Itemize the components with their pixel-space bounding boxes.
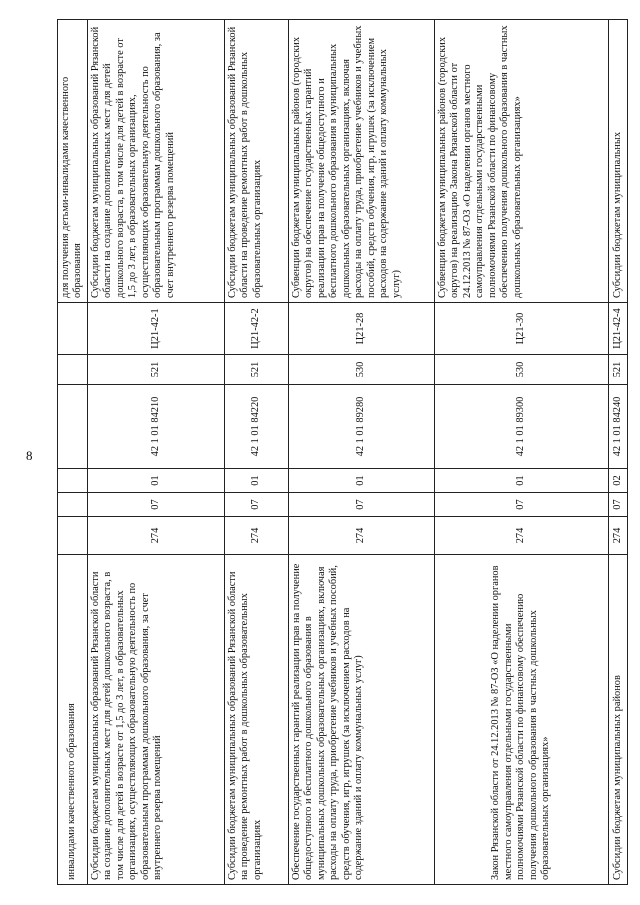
row-gos-code: 274 bbox=[224, 517, 288, 555]
table-row bbox=[87, 20, 224, 885]
row-target-article: 42 1 01 84210 bbox=[87, 385, 224, 469]
row-name: Закон Рязанской области от 24.12.2013 № 87-ОЗ «О наделении органов местного самоуправления отдельными государственными полномочиями Рязанской области по финансовому обеспечению получения дошкольного образования в частных дошкольных образовательных организациях» bbox=[434, 555, 608, 885]
row-section: 07 bbox=[608, 493, 627, 517]
row-target-article bbox=[58, 385, 88, 469]
row-expense-type: 530 bbox=[434, 355, 608, 385]
row-purpose-name: Субвенции бюджетам муниципальных районов (городских округов) на обеспечение государственных гарантий реализации прав на получение общедоступного и бесплатного дошкольного образования в муниципальных дошкольных образовательных организациях, включая расходы на оплату труда, приобретение учебников и учебных пособий, средств обучения, игр, игрушек (за исключением расходов на содержание зданий и оплату коммунальных услуг) bbox=[288, 20, 434, 303]
row-target-article: 42 1 01 89280 bbox=[288, 385, 434, 469]
table-row bbox=[608, 20, 627, 885]
row-subsection: 01 bbox=[87, 469, 224, 493]
row-section: 07 bbox=[87, 493, 224, 517]
row-purpose-code: Ц21-28 bbox=[288, 303, 434, 355]
row-gos-code bbox=[58, 517, 88, 555]
row-purpose-name: Субвенции бюджетам муниципальных районов (городских округов) на реализацию Закона Рязанской области от 24.12.2013 № 87-ОЗ «О наделении органов местного самоуправления отдельными государственными полномочиями Рязанской области по финансовому обеспечению получения дошкольного образования в частных дошкольных образовательных организациях» bbox=[434, 20, 608, 303]
rotated-table-container bbox=[57, 20, 623, 885]
row-purpose-code: Ц21-42-1 bbox=[87, 303, 224, 355]
row-target-article: 42 1 01 84240 bbox=[608, 385, 627, 469]
table-row bbox=[434, 20, 608, 885]
row-subsection: 01 bbox=[434, 469, 608, 493]
row-section: 07 bbox=[288, 493, 434, 517]
row-purpose-name: Субсидии бюджетам муниципальных образований Рязанской области на создание дополнительных мест для детей дошкольного возраста, в том числе для детей в возрасте от 1,5 до 3 лет, в образовательных организациях, осуществляющих образовательную деятельность по образовательным программам дошкольного образования, за счет внутреннего резерва помещений bbox=[87, 20, 224, 303]
row-section: 07 bbox=[224, 493, 288, 517]
row-section bbox=[58, 493, 88, 517]
row-purpose-name: Субсидии бюджетам муниципальных образований Рязанской области на проведение ремонтных работ в дошкольных образовательных организациях bbox=[224, 20, 288, 303]
row-expense-type bbox=[58, 355, 88, 385]
row-purpose-code: Ц21-42-4 bbox=[608, 303, 627, 355]
row-name: инвалидами качественного образования bbox=[58, 555, 88, 885]
row-subsection: 02 bbox=[608, 469, 627, 493]
row-expense-type: 521 bbox=[87, 355, 224, 385]
row-purpose-name: Субсидии бюджетам муниципальных bbox=[608, 20, 627, 303]
table-row bbox=[288, 20, 434, 885]
row-gos-code: 274 bbox=[288, 517, 434, 555]
table-row bbox=[224, 20, 288, 885]
row-target-article: 42 1 01 89300 bbox=[434, 385, 608, 469]
budget-table bbox=[57, 19, 628, 885]
rotated-table bbox=[57, 20, 623, 885]
row-expense-type: 521 bbox=[224, 355, 288, 385]
row-subsection: 01 bbox=[288, 469, 434, 493]
row-purpose-code bbox=[58, 303, 88, 355]
row-purpose-name: для получения детьми-инвалидами качественного образования bbox=[58, 20, 88, 303]
row-name: Субсидии бюджетам муниципальных районов bbox=[608, 555, 627, 885]
row-name: Субсидии бюджетам муниципальных образований Рязанской области на проведение ремонтных работ в дошкольных образовательных организациях bbox=[224, 555, 288, 885]
row-expense-type: 521 bbox=[608, 355, 627, 385]
row-section: 07 bbox=[434, 493, 608, 517]
row-target-article: 42 1 01 84220 bbox=[224, 385, 288, 469]
row-purpose-code: Ц21-42-2 bbox=[224, 303, 288, 355]
row-gos-code: 274 bbox=[87, 517, 224, 555]
row-name: Субсидии бюджетам муниципальных образований Рязанской области на создание дополнительных мест для детей дошкольного возраста, в том числе для детей в возрасте от 1,5 до 3 лет, в образовательных организациях, осуществляющих образовательную деятельность по образовательным программам дошкольного образования, за счет внутреннего резерва помещений bbox=[87, 555, 224, 885]
row-gos-code: 274 bbox=[434, 517, 608, 555]
row-name: Обеспечение государственных гарантий реализации прав на получение общедоступного и бесплатного дошкольного образования в муниципальных дошкольных образовательных организациях, включая расходы на оплату труда, приобретение учебников и учебных пособий, средств обучения, игр, игрушек (за исключением расходов на содержание зданий и оплату коммунальных услуг) bbox=[288, 555, 434, 885]
row-subsection: 01 bbox=[224, 469, 288, 493]
row-expense-type: 530 bbox=[288, 355, 434, 385]
row-purpose-code: Ц21-30 bbox=[434, 303, 608, 355]
table-row bbox=[58, 20, 88, 885]
page-number: 8 bbox=[26, 448, 33, 463]
row-gos-code: 274 bbox=[608, 517, 627, 555]
row-subsection bbox=[58, 469, 88, 493]
